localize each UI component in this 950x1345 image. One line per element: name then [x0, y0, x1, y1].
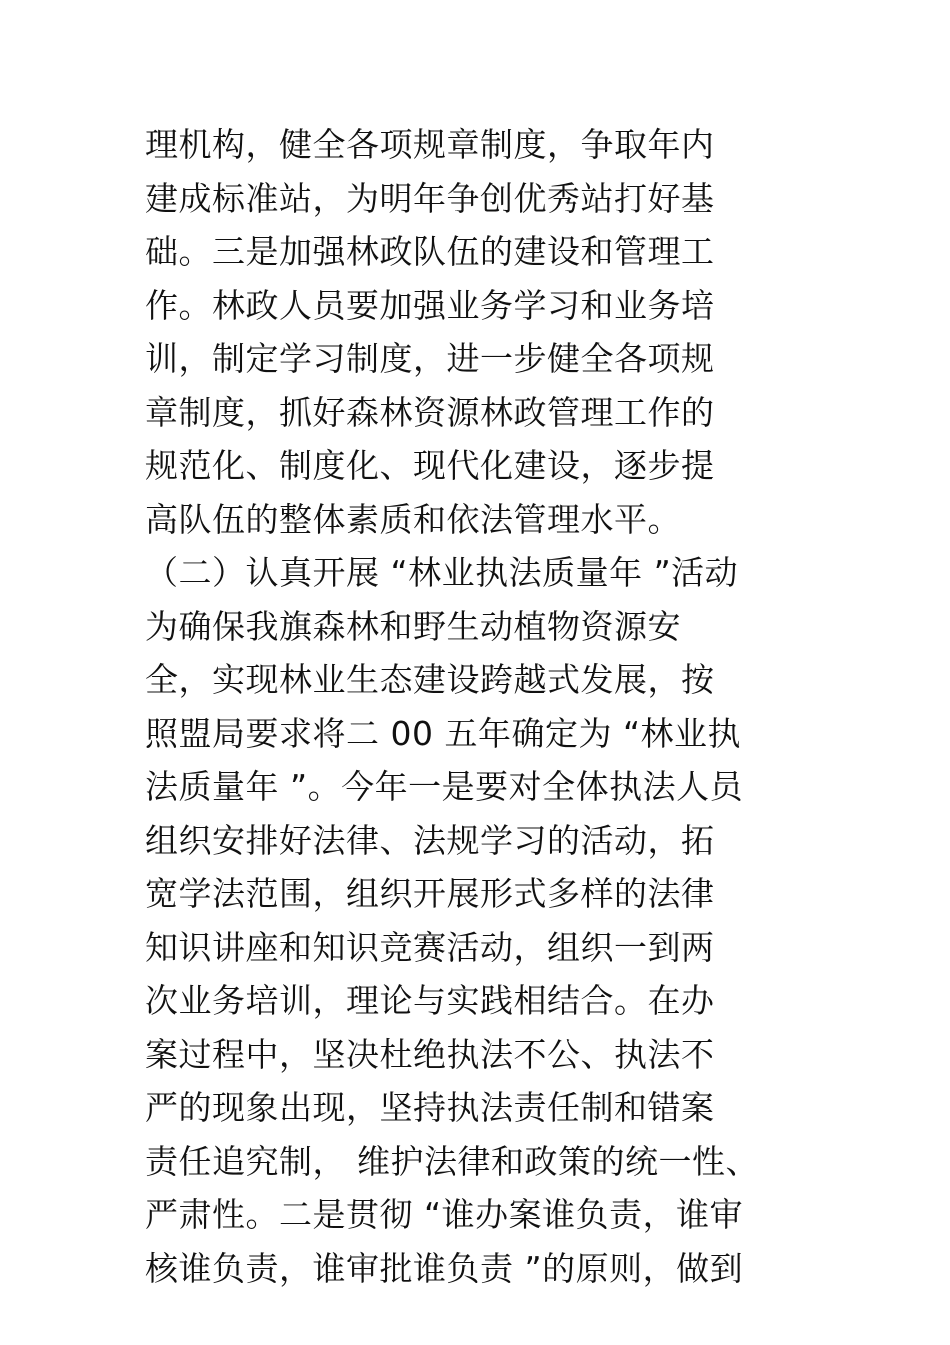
text-line: 作。林政人员要加强业务学习和业务培 — [145, 285, 715, 325]
text-line: 知识讲座和知识竞赛活动，组织一到两 — [145, 927, 715, 967]
text-line: 次业务培训，理论与实践相结合。在办 — [145, 981, 715, 1020]
text-line: 建成标准站，为明年争创优秀站打好基 — [145, 178, 715, 218]
text-line: 组织安排好法律、法规学习的活动，拓 — [145, 820, 715, 860]
text-line: 为确保我旗森林和野生动植物资源安 — [145, 606, 681, 646]
text-line: 严的现象出现，坚持执法责任制和错案 — [145, 1088, 715, 1127]
section-heading: （二）认真开展 “林业执法质量年 ”活动 — [145, 553, 739, 592]
text-line: 章制度，抓好森林资源林政管理工作的 — [145, 392, 715, 432]
text-line: 规范化、制度化、现代化建设，逐步提 — [145, 446, 715, 485]
text-line: 宽学法范围，组织开展形式多样的法律 — [145, 874, 715, 913]
text-line: 核谁负责，谁审批谁负责 ”的原则，做到 — [145, 1248, 744, 1288]
text-line: 全，实现林业生态建设跨越式发展，按 — [145, 660, 715, 699]
text-line: 理机构，健全各项规章制度，争取年内 — [145, 125, 715, 164]
text-line: 法质量年 ”。今年一是要对全体执法人员 — [145, 767, 744, 806]
text-line: 案过程中，坚决杜绝执法不公、执法不 — [145, 1034, 715, 1074]
text-line: 础。三是加强林政队伍的建设和管理工 — [145, 232, 715, 271]
text-line: 照盟局要求将二 00 五年确定为 “林业执 — [145, 713, 742, 753]
text-line: 高队伍的整体素质和依法管理水平。 — [145, 499, 681, 539]
text-line: 严肃性。二是贯彻 “谁办案谁负责，谁审 — [145, 1195, 744, 1234]
text-line: 责任追究制， 维护法律和政策的统一性、 — [145, 1141, 759, 1181]
body-text — [145, 118, 825, 1295]
text-line: 训，制定学习制度，进一步健全各项规 — [145, 339, 715, 378]
